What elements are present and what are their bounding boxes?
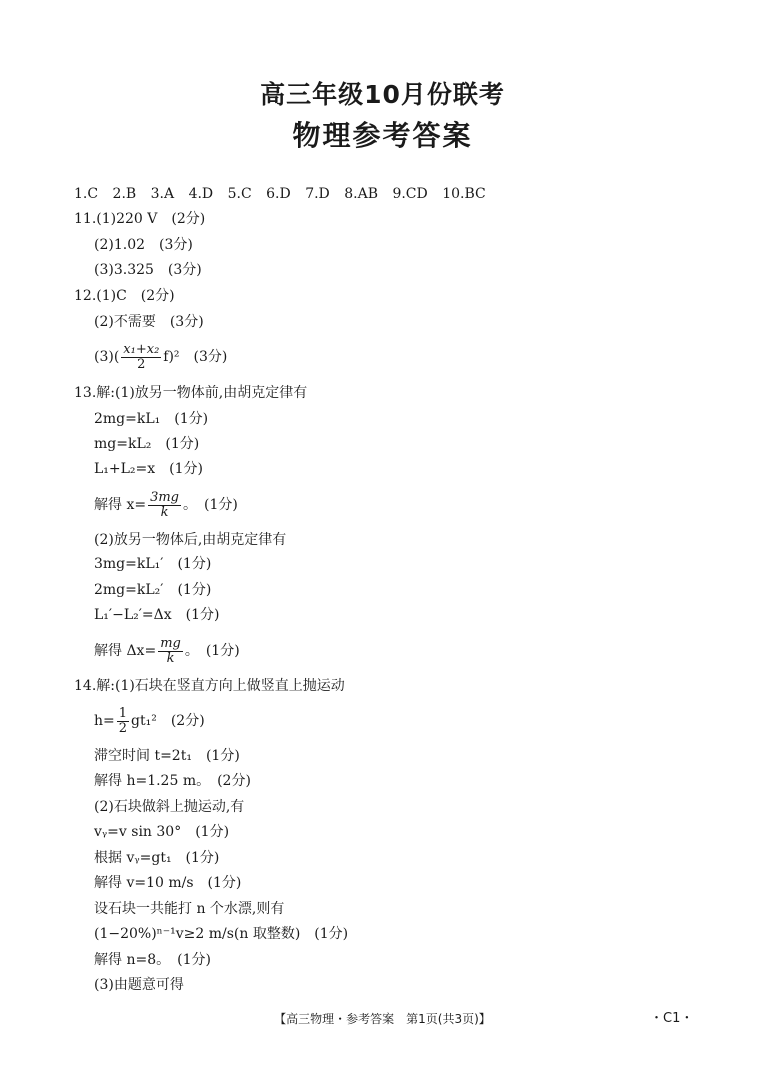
choice-answer: 6.D — [266, 186, 291, 202]
q13-line-3: mg=kL₂ (1分) — [94, 436, 200, 452]
q13-line-7: 3mg=kL₁′ (1分) — [94, 556, 212, 572]
choice-answers-row — [74, 184, 496, 204]
q14-line-2-prefix: h= — [94, 713, 115, 729]
fraction-denominator: 2 — [137, 356, 146, 372]
q14-line-4: 解得 h=1.25 m。 (2分) — [94, 773, 251, 789]
q11-line-1: 11.(1)220 V (2分) — [74, 211, 206, 227]
q13-line-4: L₁+L₂=x (1分) — [94, 461, 204, 477]
q14-line-5: (2)石块做斜上抛运动,有 — [94, 799, 245, 815]
choice-answer: 7.D — [305, 186, 330, 202]
q11-line-3: (3)3.325 (3分) — [94, 262, 202, 278]
q14-line-11: 解得 n=8。 (1分) — [94, 952, 211, 968]
q13-line-9: L₁′−L₂′=Δx (1分) — [94, 607, 220, 623]
fraction-numerator: x₁+x₂ — [123, 341, 160, 357]
q14-line-10: (1−20%)ⁿ⁻¹v≥2 m/s(n 取整数) (1分) — [94, 926, 349, 942]
choice-answer: 5.C — [227, 186, 252, 202]
q11-line-2: (2)1.02 (3分) — [94, 237, 193, 253]
q12-line-3-suffix: f)² (3分) — [163, 349, 228, 365]
q13-line-1: 13.解:(1)放另一物体前,由胡克定律有 — [74, 385, 308, 401]
choice-answer: 10.BC — [442, 186, 486, 202]
q13-line-6: (2)放另一物体后,由胡克定律有 — [94, 532, 287, 548]
fraction-denominator: k — [160, 504, 169, 520]
fraction — [117, 707, 129, 736]
q14-line-2-suffix: gt₁² (2分) — [131, 713, 205, 729]
choice-answer: 4.D — [188, 186, 214, 202]
q12-line-3 — [94, 340, 227, 374]
fraction-numerator: 1 — [118, 705, 128, 721]
q14-line-9: 设石块一共能打 n 个水漂,则有 — [94, 901, 285, 917]
q13-line-10 — [94, 634, 240, 668]
q14-line-6: vᵧ=v sin 30° (1分) — [94, 824, 230, 840]
q13-line-5 — [94, 488, 238, 522]
q14-line-3: 滞空时间 t=2t₁ (1分) — [94, 748, 240, 764]
q13-line-5-prefix: 解得 x= — [94, 497, 147, 513]
q13-line-10-prefix: 解得 Δx= — [94, 643, 157, 659]
fraction-denominator: k — [166, 650, 175, 666]
fraction — [158, 637, 183, 666]
fraction — [121, 343, 161, 372]
q13-line-10-suffix: 。 (1分) — [184, 643, 240, 659]
fraction — [148, 491, 181, 520]
page-footer: 【高三物理・参考答案 第1页(共3页)】 — [274, 1012, 491, 1026]
q14-line-8: 解得 v=10 m/s (1分) — [94, 875, 242, 891]
answer-key-title: 物理参考答案 — [292, 119, 473, 152]
q12-line-2: (2)不需要 (3分) — [94, 314, 204, 330]
fraction-numerator: mg — [160, 635, 181, 651]
q13-line-8: 2mg=kL₂′ (1分) — [94, 582, 212, 598]
q13-line-2: 2mg=kL₁ (1分) — [94, 411, 209, 427]
fraction-numerator: 3mg — [150, 489, 179, 505]
q14-line-1: 14.解:(1)石块在竖直方向上做竖直上抛运动 — [74, 678, 345, 694]
q13-line-5-suffix: 。 (1分) — [183, 497, 238, 513]
choice-answer: 3.A — [150, 186, 175, 202]
page-code: ・C1・ — [650, 1011, 694, 1026]
q14-line-12: (3)由题意可得 — [94, 977, 184, 993]
fraction-denominator: 2 — [118, 720, 128, 736]
q14-line-7: 根据 vᵧ=gt₁ (1分) — [94, 850, 220, 866]
exam-title: 高三年级10月份联考 — [260, 80, 505, 109]
choice-answer: 2.B — [112, 186, 137, 202]
q12-line-1: 12.(1)C (2分) — [74, 288, 175, 304]
q12-line-3-prefix: (3)( — [94, 349, 120, 365]
choice-answer: 8.AB — [344, 186, 378, 202]
choice-answer: 9.CD — [392, 186, 428, 202]
q14-line-2 — [94, 704, 205, 738]
choice-answer: 1.C — [74, 186, 99, 202]
